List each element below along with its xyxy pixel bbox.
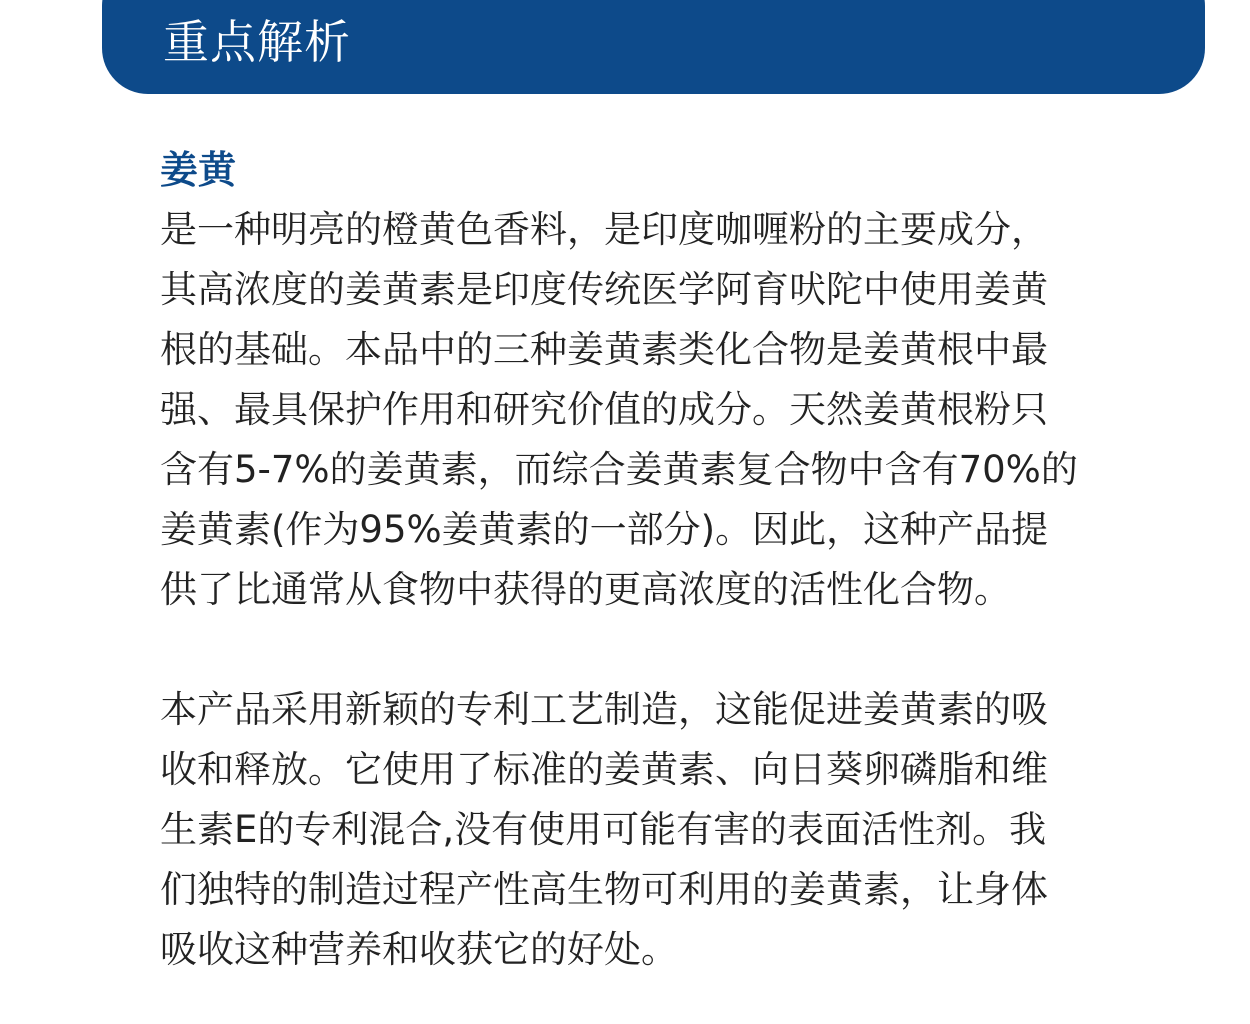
paragraph-line: 们独特的制造过程产性高生物可利用的姜黄素，让身体 xyxy=(160,868,1048,911)
paragraph-line: 根的基础。本品中的三种姜黄素类化合物是姜黄根中最 xyxy=(160,328,1048,371)
paragraph-line: 收和释放。它使用了标准的姜黄素、向日葵卵磷脂和维 xyxy=(160,748,1048,791)
paragraph-line: 含有5-7%的姜黄素，而综合姜黄素复合物中含有70%的 xyxy=(160,448,1078,491)
paragraph-line: 生素E的专利混合,没有使用可能有害的表面活性剂。我 xyxy=(160,808,1047,851)
paragraph-process xyxy=(160,680,1132,980)
section-title: 姜黄 xyxy=(160,148,237,192)
paragraph-spacer xyxy=(160,620,1132,680)
page-title: 重点解析 xyxy=(163,15,351,69)
paragraph-intro xyxy=(160,200,1132,620)
paragraph-line: 吸收这种营养和收获它的好处。 xyxy=(160,928,678,971)
paragraph-line: 供了比通常从食物中获得的更高浓度的活性化合物。 xyxy=(160,568,1011,611)
paragraph-line: 强、最具保护作用和研究价值的成分。天然姜黄根粉只 xyxy=(160,388,1048,431)
article-content xyxy=(160,140,1132,980)
paragraph-line: 其高浓度的姜黄素是印度传统医学阿育吠陀中使用姜黄 xyxy=(160,268,1048,311)
paragraph-line: 本产品采用新颖的专利工艺制造，这能促进姜黄素的吸 xyxy=(160,688,1048,731)
paragraph-line: 姜黄素(作为95%姜黄素的一部分)。因此，这种产品提 xyxy=(160,508,1049,551)
paragraph-line: 是一种明亮的橙黄色香料，是印度咖喱粉的主要成分， xyxy=(160,208,1048,251)
